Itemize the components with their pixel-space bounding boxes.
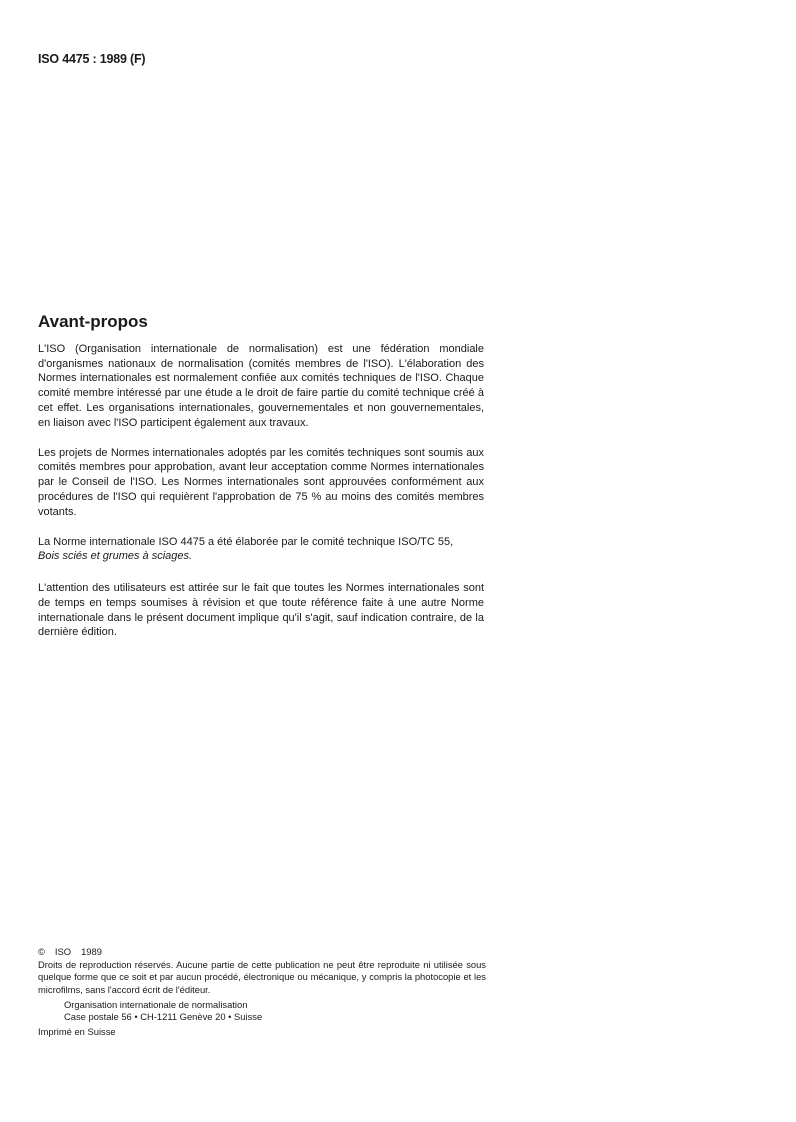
foreword-body xyxy=(38,342,484,655)
rights-notice: Droits de reproduction réservés. Aucune partie de cette publication ne peut être reproduite ni utilisée sous quelque forme que ce soit et par aucun procédé, électronique ou mécanique, y compris la photocopie et les microfilms, sans l'accord écrit de l'éditeur. xyxy=(38,959,486,995)
technical-committee-title: Bois sciés et grumes à sciages. xyxy=(38,550,193,563)
copyright-owner: ISO xyxy=(54,946,72,957)
publisher-address xyxy=(38,999,486,1023)
paragraph-3-text: La Norme internationale ISO 4475 a été élaborée par le comité technique ISO/TC 55, xyxy=(38,535,454,548)
foreword-paragraph-3 xyxy=(38,535,484,564)
foreword-paragraph-4: L'attention des utilisateurs est attirée sur le fait que toutes les Normes internationales sont de temps en temps soumises à révision et que toute référence faite à une autre Norme internationale dans le présent document implique qu'il s'agit, sauf indication contraire, de la dernière édition. xyxy=(38,582,484,639)
copyright-line xyxy=(38,946,486,958)
copyright-year: 1989 xyxy=(81,946,102,957)
foreword-paragraph-1: L'ISO (Organisation internationale de normalisation) est une fédération mondiale d'organismes nationaux de normalisation (comités membres de l'ISO). L'élaboration des Normes internationales est normalement confiée aux comités techniques de l'ISO. Chaque comité membre intéressé par une étude a le droit de faire partie du comité technique créé à cet effet. Les organisations internationales, gouvernementales et non gouvernementales, en liaison avec l'ISO participent également aux travaux. xyxy=(38,343,484,429)
foreword-paragraph-2: Les projets de Normes internationales adoptés par les comités techniques sont soumis aux comités membres pour approbation, avant leur acceptation comme Normes internationales par le Conseil de l'ISO. Les Normes internationales sont approuvées conformément aux procédures de l'ISO qui requièrent l'approbation de 75 % au moins des comités membres votants. xyxy=(38,446,484,518)
organisation-name: Organisation internationale de normalisation xyxy=(64,998,248,1010)
foreword-title: Avant-propos xyxy=(38,312,148,331)
postal-address: Case postale 56 • CH-1211 Genève 20 • Suisse xyxy=(64,1011,263,1023)
copyright-block xyxy=(38,946,486,1038)
document-reference: ISO 4475 : 1989 (F) xyxy=(38,52,146,66)
copyright-symbol: © xyxy=(38,946,45,957)
printed-in: Imprimé en Suisse xyxy=(38,1026,116,1038)
